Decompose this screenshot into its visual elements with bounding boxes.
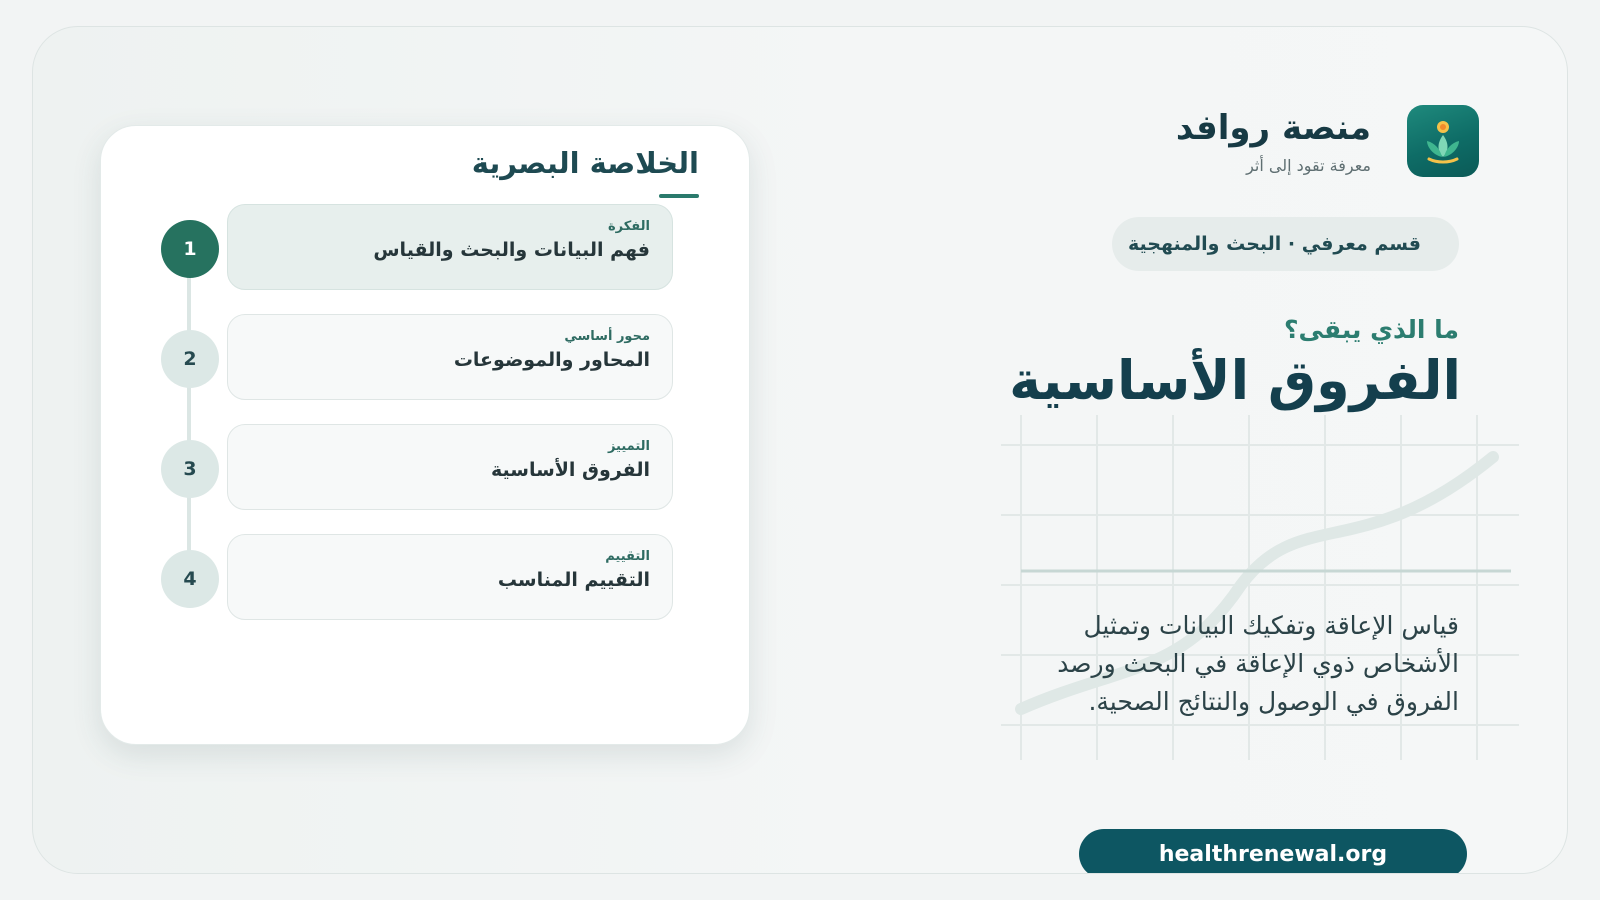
- kicker-question: ما الذي يبقى؟: [1284, 315, 1459, 344]
- step-box: [227, 204, 673, 290]
- lotus-logo-icon: [1407, 105, 1479, 177]
- visual-summary-card: [100, 125, 750, 745]
- step-number-badge: 1: [161, 220, 219, 278]
- step-number-badge: 3: [161, 440, 219, 498]
- summary-step-4[interactable]: [161, 534, 673, 622]
- step-title: المحاور والموضوعات: [453, 349, 650, 371]
- brand-name: منصة روافد: [1175, 107, 1371, 148]
- page-title: الفروق الأساسية: [1009, 349, 1461, 412]
- step-title: فهم البيانات والبحث والقياس: [373, 239, 650, 261]
- card-title: الخلاصة البصرية: [471, 146, 699, 180]
- description-text: قياس الإعاقة وتفكيك البيانات وتمثيل الأشخاص ذوي الإعاقة في البحث ورصد الفروق في الوصول والنتائج الصحية.: [1057, 611, 1459, 716]
- summary-step-3[interactable]: [161, 424, 673, 512]
- brand-tagline: معرفة تقود إلى أثر: [1246, 155, 1371, 175]
- website-link-button[interactable]: healthrenewal.org: [1079, 829, 1467, 874]
- step-label: التقييم: [605, 549, 650, 564]
- step-title: التقييم المناسب: [497, 569, 650, 591]
- brand-header: [1176, 105, 1479, 177]
- title-underline: [659, 194, 699, 198]
- step-box: [227, 534, 673, 620]
- step-title: الفروق الأساسية: [491, 459, 650, 481]
- step-label: الفكرة: [607, 219, 650, 234]
- step-box: [227, 424, 673, 510]
- step-label: التمييز: [607, 439, 650, 454]
- step-box: [227, 314, 673, 400]
- summary-step-2[interactable]: [161, 314, 673, 402]
- step-number-badge: 2: [161, 330, 219, 388]
- summary-step-1[interactable]: [161, 204, 673, 292]
- section-chip: قسم معرفي · البحث والمنهجية: [1112, 217, 1459, 271]
- step-label: محور أساسي: [564, 329, 650, 344]
- step-number-badge: 4: [161, 550, 219, 608]
